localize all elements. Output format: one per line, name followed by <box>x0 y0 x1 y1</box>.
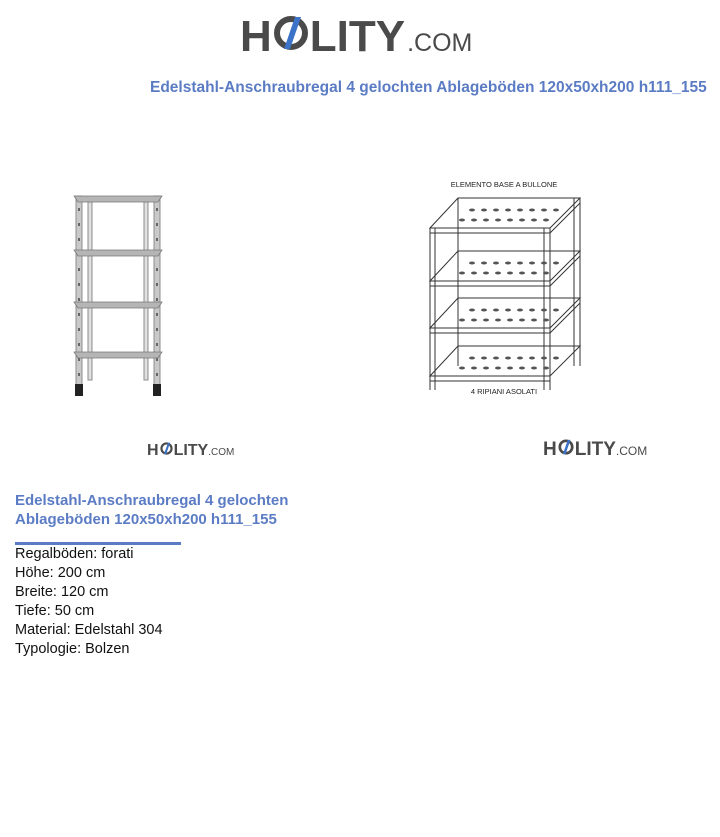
brand-suffix: .COM <box>208 447 235 458</box>
drawing-bottom-label: 4 RIPIANI ASOLATI <box>470 387 538 396</box>
product-title <box>15 491 335 529</box>
product-photo <box>68 188 168 398</box>
spec-item: Material: Edelstahl 304 <box>15 622 163 638</box>
shelf-drawing <box>422 176 587 398</box>
brand-letters-lity: LITY <box>173 442 209 459</box>
brand-letter-h: H <box>543 439 557 460</box>
logo-o-icon <box>558 439 574 455</box>
spec-item: Breite: 120 cm <box>15 584 109 600</box>
brand-logo[interactable] <box>240 12 472 64</box>
product-title-line-2: Ablageböden 120x50xh200 h111_155 <box>15 511 277 528</box>
brand-suffix: .COM <box>615 444 648 458</box>
brand-suffix: .COM <box>407 29 473 57</box>
product-title-line-1: Edelstahl-Anschraubregal 4 gelochten <box>15 492 289 509</box>
brand-letters-lity: LITY <box>574 439 616 460</box>
spec-list <box>15 545 163 659</box>
page-title: Edelstahl-Anschraubregal 4 gelochten Ablageböden 120x50xh200 h111_155 <box>150 79 707 96</box>
technical-drawing <box>422 176 587 398</box>
spec-item: Tiefe: 50 cm <box>15 603 95 619</box>
brand-logo-small <box>543 439 647 461</box>
brand-letter-h: H <box>240 12 272 61</box>
brand-letter-h: H <box>147 442 159 459</box>
spec-item: Typologie: Bolzen <box>15 641 130 657</box>
drawing-top-label: ELEMENTO BASE A BULLONE <box>450 180 558 189</box>
spec-item: Höhe: 200 cm <box>15 565 106 581</box>
logo-o-icon <box>273 15 309 51</box>
brand-logo-small <box>147 442 234 460</box>
brand-letters-lity: LITY <box>309 12 406 61</box>
logo-o-icon <box>160 442 173 455</box>
spec-item: Regalböden: forati <box>15 546 134 562</box>
